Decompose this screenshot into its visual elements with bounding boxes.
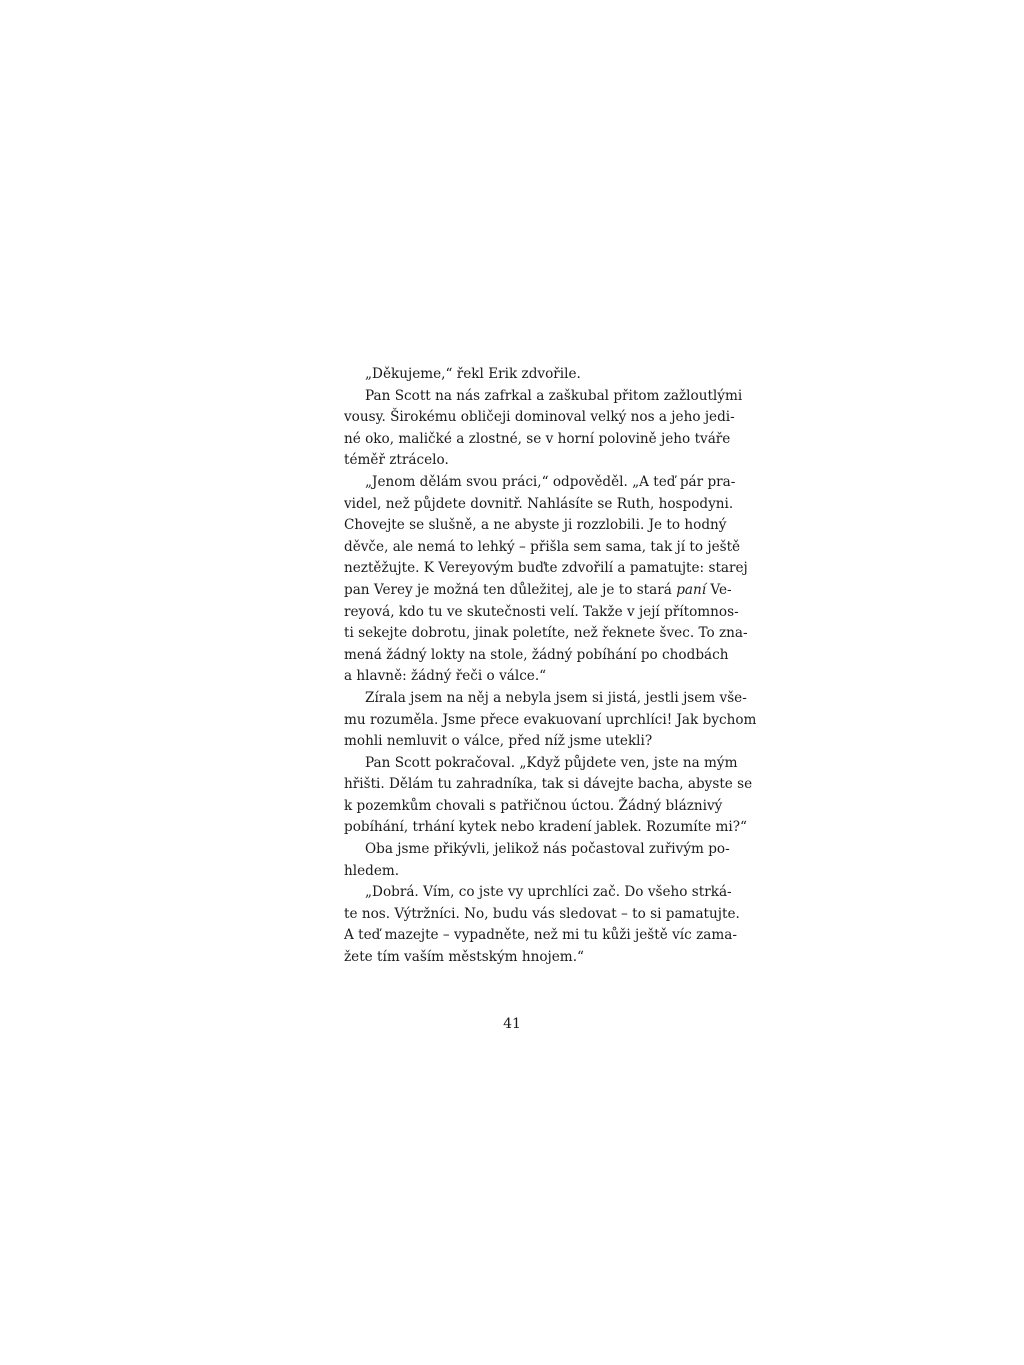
- text-line: žete tím vaším městským hnojem.“: [344, 949, 584, 966]
- text-line: Oba jsme přikývli, jelikož nás počastoval zuřivým po-: [365, 841, 730, 858]
- text-line: „Děkujeme,“ řekl Erik zdvořile.: [365, 366, 581, 382]
- paragraph-1: [344, 364, 700, 386]
- text-line: mená žádný lokty na stole, žádný pobíhání po chodbách: [344, 646, 729, 663]
- text-segment: Ve-: [706, 581, 732, 598]
- text-line: „Jenom dělám svou práci,“ odpověděl. „A teď pár pra-: [365, 473, 736, 490]
- text-segment: pan Verey je možná ten důležitej, ale je to stará: [344, 581, 672, 598]
- text-line: mohli nemluvit o válce, před níž jsme utekli?: [344, 733, 653, 750]
- text-line: děvče, ale nemá to lehký – přišla sem sama, tak jí to ještě: [344, 538, 741, 555]
- body-text: [344, 364, 757, 969]
- text-line: ti sekejte dobrotu, jinak poletíte, než řeknete švec. To zna-: [344, 625, 748, 642]
- text-line: né oko, maličké a zlostné, se v horní polovině jeho tváře: [344, 430, 731, 447]
- text-line: te nos. Výtržníci. No, budu vás sledovat – to si pamatujte.: [344, 905, 740, 922]
- text-line: vousy. Širokému obličeji dominoval velký nos a jeho jedi-: [344, 409, 735, 426]
- text-line: hledem.: [344, 862, 400, 879]
- text-line: reyová, kdo tu ve skutečnosti velí. Takže v její přítomnos-: [344, 603, 739, 620]
- text-line: Zírala jsem na něj a nebyla jsem si jistá, jestli jsem vše-: [365, 689, 747, 706]
- text-line: hřišti. Dělám tu zahradníka, tak si dávejte bacha, abyste se: [344, 776, 753, 793]
- text-line: Chovejte se slušně, a ne abyste ji rozzlobili. Je to hodný: [344, 517, 727, 534]
- text-line-with-italic: [344, 580, 732, 602]
- text-line: Pan Scott pokračoval. „Když půjdete ven, jste na mým: [365, 754, 738, 771]
- paragraph-5: [344, 753, 753, 839]
- paragraph-7: [344, 882, 740, 968]
- italic-word: paní: [676, 581, 707, 598]
- text-line: a hlavně: žádný řeči o válce.“: [344, 668, 547, 685]
- text-line: „Dobrá. Vím, co jste vy uprchlíci zač. Do všeho strká-: [365, 884, 732, 901]
- paragraph-3: [344, 472, 748, 688]
- paragraph-2: [344, 386, 743, 472]
- paragraph-4: [344, 688, 757, 753]
- text-line: Pan Scott na nás zafrkal a zaškubal přitom zažloutlými: [365, 387, 743, 404]
- text-line: k pozemkům chovali s patřičnou úctou. Žádný bláznivý: [344, 797, 723, 814]
- paragraph-6: [344, 839, 730, 882]
- text-line: A teď mazejte – vypadněte, než mi tu kůži ještě víc zama-: [344, 927, 737, 944]
- text-line: videl, než půjdete dovnitř. Nahlásíte se Ruth, hospodyni.: [344, 495, 734, 512]
- text-line: téměř ztrácelo.: [344, 452, 449, 469]
- page-number: 41: [503, 1016, 521, 1032]
- text-line: neztěžujte. K Vereyovým buďte zdvořilí a pamatujte: starej: [344, 560, 748, 577]
- text-line: pobíhání, trhání kytek nebo kradení jablek. Rozumíte mi?“: [344, 819, 747, 836]
- text-line: mu rozuměla. Jsme přece evakuovaní uprchlíci! Jak bychom: [344, 711, 757, 728]
